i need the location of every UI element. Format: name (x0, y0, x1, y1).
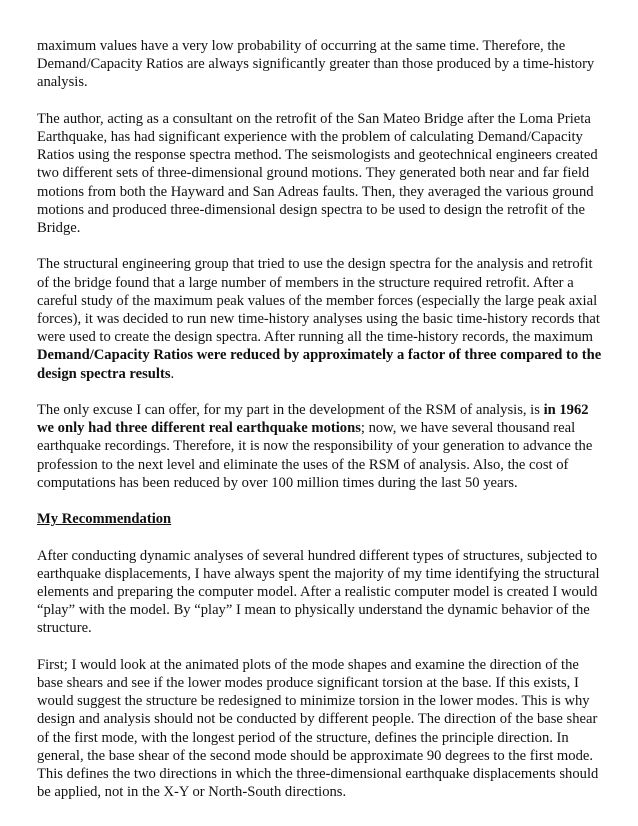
paragraph-2 (37, 110, 603, 237)
paragraph-4-text-b: ; now, we have several thousand real earthquake recordings. Therefore, it is now the responsibility of your generation to advance the profession to the next level and eliminate the uses of the RSM of analysis. Also, the cost of computations has been reduced by over 100 million times during the last 50 years. (37, 420, 593, 491)
paragraph-3-text-b: . (170, 365, 175, 382)
section-heading: My Recommendation (37, 511, 172, 528)
paragraph-1 (37, 37, 603, 92)
paragraph-6 (37, 656, 603, 802)
paragraph-5-text: After conducting dynamic analyses of several hundred different types of structures, subjected to earthquake displacements, I have always spent the majority of my time identifying the structural elements and preparing the computer model. After a realistic computer model is created I would “play” with the model. By “play” I mean to physically understand the dynamic behavior of the structure. (37, 547, 600, 637)
paragraph-3-emphasis: Demand/Capacity Ratios were reduced by approximately a factor of three compared to the design spectra results (37, 347, 602, 382)
paragraph-3 (37, 255, 603, 382)
paragraph-6-text: First; I would look at the animated plots of the mode shapes and examine the direction of the base shears and see if the lower modes produce significant torsion at the base. If this exists, I would suggest the structure be redesigned to minimize torsion in the lower modes. This is why design and analysis should not be conducted by different people. The direction of the base shear of the first mode, with the longest period of the structure, defines the principle direction. In general, the base shear of the second mode should be approximate 90 degrees to the first mode. This defines the two directions in which the three-dimensional earthquake displacements should be applied, not in the X-Y or North-South directions. (37, 656, 599, 801)
paragraph-4-text-a: The only excuse I can offer, for my part in the development of the RSM of analysis, is (37, 402, 544, 419)
document-page (37, 37, 603, 820)
paragraph-2-text: The author, acting as a consultant on the retrofit of the San Mateo Bridge after the Loma Prieta Earthquake, has had significant experience with the problem of calculating Demand/Capacity Ratios using the response spectra method. The seismologists and geotechnical engineers created two different sets of three-dimensional ground motions. They generated both near and far field motions from both the Hayward and San Adreas faults. Then, they averaged the various ground motions and produced three-dimensional design spectra to be used to design the retrofit of the Bridge. (37, 110, 598, 237)
paragraph-3-text-a: The structural engineering group that tried to use the design spectra for the analysis and retrofit of the bridge found that a large number of members in the structure required retrofit. After a careful study of the maximum peak values of the member forces (especially the large peak axial forces), it was decided to run new time-history analyses using the basic time-history records that were used to create the design spectra. After running all the time-history records, the maximum (37, 256, 600, 346)
paragraph-1-text: maximum values have a very low probability of occurring at the same time. Therefore, the Demand/Capacity Ratios are always significantly greater than those produced by a time-history analysis. (37, 38, 595, 91)
paragraph-4 (37, 401, 603, 492)
paragraph-5 (37, 547, 603, 638)
paragraph-4-emphasis: in 1962 we only had three different real earthquake motions (37, 402, 589, 437)
